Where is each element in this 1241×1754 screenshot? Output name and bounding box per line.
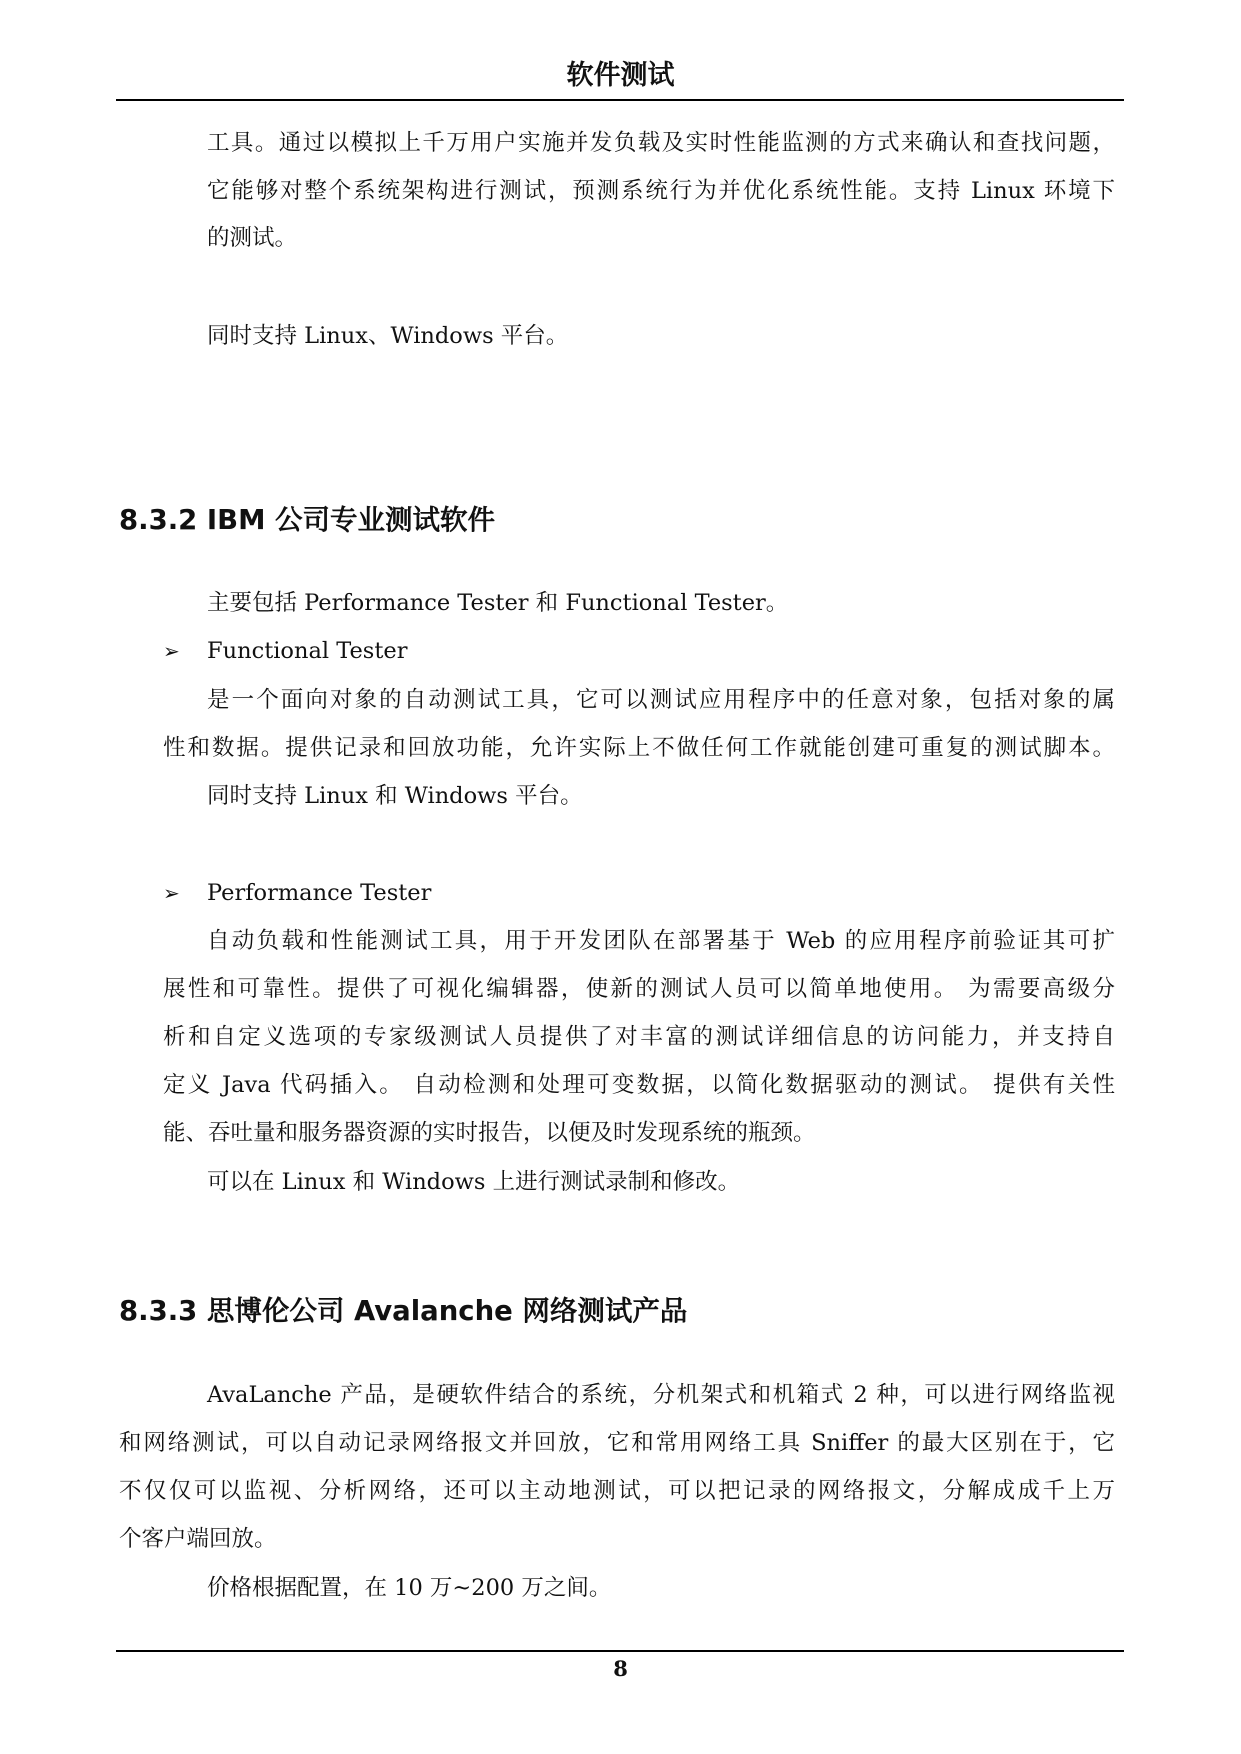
intro-platform-note: 同时支持 Linux、Windows 平台。 <box>207 323 569 349</box>
running-header-title: 软件测试 <box>566 60 675 91</box>
avalanche-line-2: 和网络测试，可以自动记录网络报文并回放，它和常用网络工具 Sniffer 的最大区别在于，它 <box>119 1430 1115 1456</box>
section-8-3-2-intro: 主要包括 Performance Tester 和 Functional Tester。 <box>207 590 789 616</box>
footer-rule <box>116 1650 1124 1652</box>
performance-line-5: 能、吞吐量和服务器资源的实时报告，以便及时发现系统的瓶颈。 <box>163 1120 816 1146</box>
performance-line-4: 定义 Java 代码插入。 自动检测和处理可变数据，以简化数据驱动的测试。 提供有关性 <box>163 1072 1115 1098</box>
avalanche-price: 价格根据配置，在 10 万~200 万之间。 <box>207 1575 612 1601</box>
intro-line-2: 它能够对整个系统架构进行测试，预测系统行为并优化系统性能。支持 Linux 环境下 <box>207 178 1115 204</box>
performance-platform-note: 可以在 Linux 和 Windows 上进行测试录制和修改。 <box>207 1169 741 1195</box>
performance-tester-title: Performance Tester <box>207 880 432 906</box>
functional-tester-title: Functional Tester <box>207 638 408 664</box>
avalanche-line-1: AvaLanche 产品，是硬软件结合的系统，分机架式和机箱式 2 种，可以进行网络监视 <box>207 1382 1115 1408</box>
section-heading-8-3-2: 8.3.2 IBM 公司专业测试软件 <box>119 504 496 536</box>
bullet-icon: ➢ <box>163 881 180 905</box>
intro-line-1: 工具。通过以模拟上千万用户实施并发负载及实时性能监测的方式来确认和查找问题， <box>207 130 1115 156</box>
performance-line-2: 展性和可靠性。提供了可视化编辑器，使新的测试人员可以简单地使用。 为需要高级分 <box>163 976 1115 1002</box>
performance-line-1: 自动负载和性能测试工具，用于开发团队在部署基于 Web 的应用程序前验证其可扩 <box>207 928 1115 954</box>
page-number: 8 <box>613 1656 628 1681</box>
intro-line-3: 的测试。 <box>207 225 298 251</box>
performance-line-3: 析和自定义选项的专家级测试人员提供了对丰富的测试详细信息的访问能力，并支持自 <box>163 1024 1115 1050</box>
section-heading-8-3-3: 8.3.3 思博伦公司 Avalanche 网络测试产品 <box>119 1295 688 1327</box>
avalanche-line-3: 不仅仅可以监视、分析网络，还可以主动地测试，可以把记录的网络报文，分解成成千上万 <box>119 1478 1115 1504</box>
functional-platform-note: 同时支持 Linux 和 Windows 平台。 <box>207 783 583 809</box>
bullet-icon: ➢ <box>163 639 180 663</box>
avalanche-line-4: 个客户端回放。 <box>119 1526 277 1552</box>
header-rule <box>116 99 1124 101</box>
functional-line-1: 是一个面向对象的自动测试工具，它可以测试应用程序中的任意对象，包括对象的属 <box>207 687 1115 713</box>
functional-line-2: 性和数据。提供记录和回放功能，允许实际上不做任何工作就能创建可重复的测试脚本。 <box>163 735 1115 761</box>
